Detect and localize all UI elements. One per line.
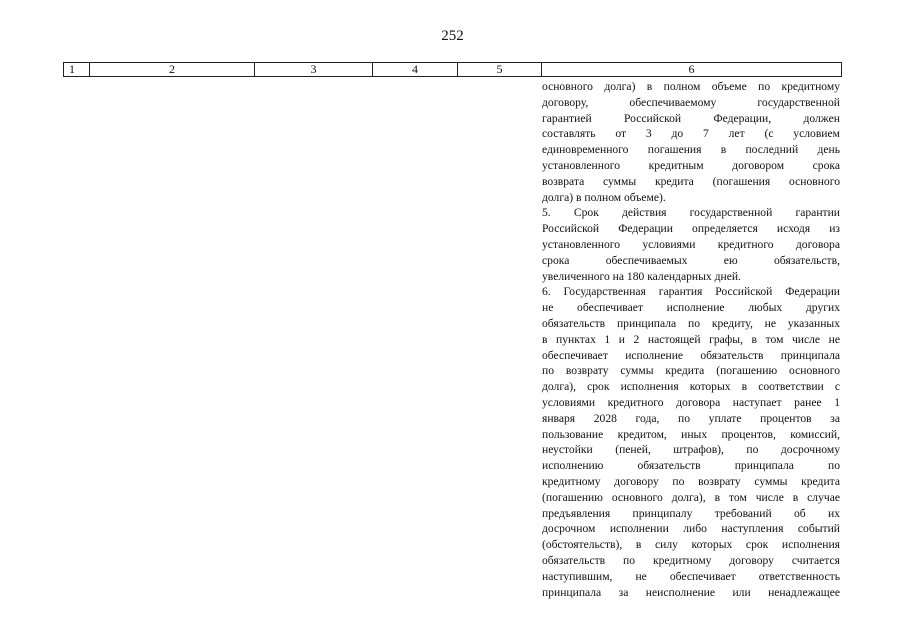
text-line: возврата суммы кредита (погашения основного xyxy=(542,174,840,188)
text-line: не обеспечивает исполнение любых других xyxy=(542,301,840,315)
column-number-6: 6 xyxy=(542,63,842,77)
text-line: по возврату суммы кредита (погашению основного xyxy=(542,364,840,378)
text-line: долга) в полном объеме). xyxy=(542,190,666,204)
text-line: пользование кредитом, иных процентов, комиссий, xyxy=(542,427,840,441)
text-line: 6. Государственная гарантия Российской Федерации xyxy=(542,285,840,299)
text-line: единовременного погашения в последний день xyxy=(542,143,840,157)
text-line: установленного условиями кредитного договора xyxy=(542,237,840,251)
text-line: Российской Федерации определяется исходя из xyxy=(542,222,840,236)
text-line: обязательств принципала по кредиту, не указанных xyxy=(542,316,840,330)
text-line: основного долга) в полном объеме по кредитному xyxy=(542,80,840,93)
text-line: долга), срок исполнения которых в соответствии с xyxy=(542,380,840,394)
text-line: неустойки (пеней, штрафов), по досрочному xyxy=(542,443,840,457)
column-number-header xyxy=(63,62,842,77)
text-line: обеспечивает исполнение обязательств принципала xyxy=(542,348,840,362)
text-line: (погашению основного долга), в том числе в случае xyxy=(542,490,840,504)
text-line: установленного кредитным договором срока xyxy=(542,158,840,172)
text-line: января 2028 года, по уплате процентов за xyxy=(542,411,840,425)
text-line: в пунктах 1 и 2 настоящей графы, в том числе не xyxy=(542,332,840,346)
text-line: (обстоятельств), в силу которых срок исполнения xyxy=(542,538,840,552)
text-line: условиями кредитного договора наступает ранее 1 xyxy=(542,395,840,409)
text-line: составлять от 3 до 7 лет (с условием xyxy=(542,127,840,141)
page-number: 252 xyxy=(441,28,464,44)
text-line: досрочном исполнении либо наступления событий xyxy=(542,522,840,536)
text-line: исполнению обязательств принципала по xyxy=(542,459,840,473)
column-number-5: 5 xyxy=(458,63,542,77)
column-number-1: 1 xyxy=(64,63,90,77)
text-line: наступившим, не обеспечивает ответственность xyxy=(542,569,840,583)
text-line: гарантией Российской Федерации, должен xyxy=(542,111,840,125)
text-line: кредитному договору по возврату суммы кредита xyxy=(542,474,840,488)
text-line: 5. Срок действия государственной гарантии xyxy=(542,206,840,220)
column-number-4: 4 xyxy=(373,63,458,77)
column-number-2: 2 xyxy=(90,63,255,77)
column-6-text xyxy=(542,79,840,600)
text-line: предъявления принципалу требований об их xyxy=(542,506,840,520)
text-line: увеличенного на 180 календарных дней. xyxy=(542,269,741,283)
column-number-3: 3 xyxy=(255,63,373,77)
text-line: срока обеспечиваемых ею обязательств, xyxy=(542,253,840,267)
text-line: договору, обеспечиваемому государственной xyxy=(542,95,840,109)
text-line: обязательств по кредитному договору считается xyxy=(542,553,840,567)
text-line: принципала за неисполнение или ненадлежащее xyxy=(542,585,840,599)
